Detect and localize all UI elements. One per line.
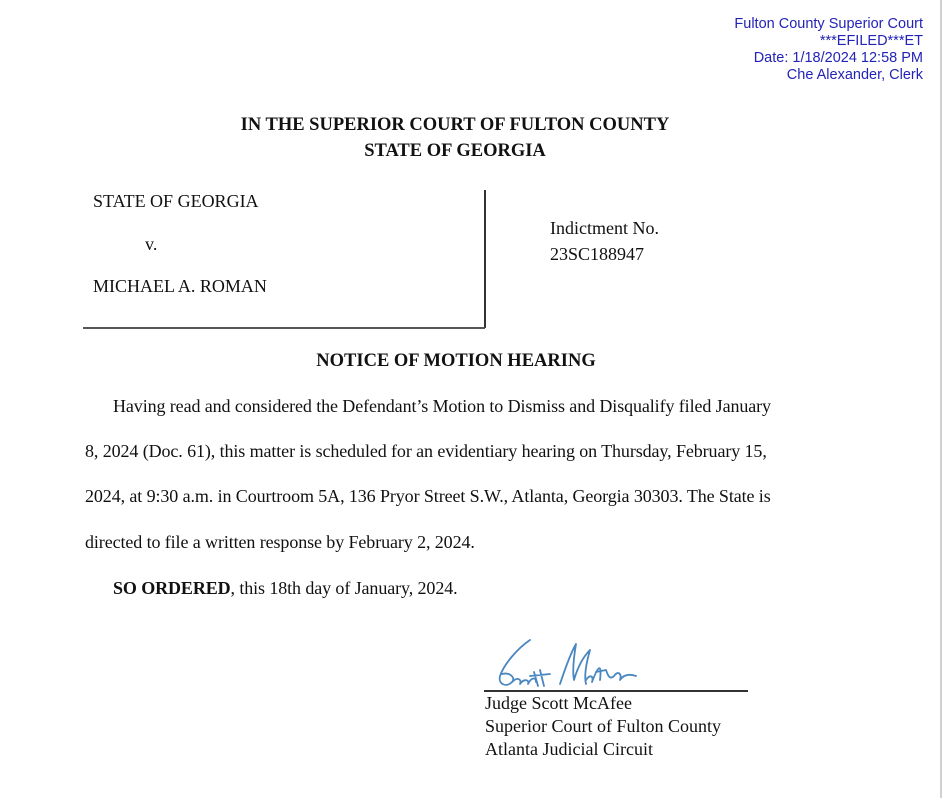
signature-stroke-cott (512, 670, 550, 686)
signature-line (484, 690, 748, 692)
stamp-date: Date: 1/18/2024 12:58 PM (753, 50, 923, 66)
body-line-2: 8, 2024 (Doc. 61), this matter is scheduled for an evidentiary hearing on Thursday, February 15, (85, 441, 767, 461)
signature-stroke-m (560, 644, 590, 684)
indictment-number: 23SC188947 (550, 244, 645, 264)
signature-stroke-cafee (586, 668, 636, 682)
caption-vertical-rule (484, 190, 486, 328)
judge-circuit: Atlanta Judicial Circuit (485, 739, 653, 759)
body-line-4: directed to file a written response by February 2, 2024. (85, 532, 475, 552)
plaintiff-name: STATE OF GEORGIA (93, 191, 259, 211)
versus-label: v. (145, 234, 158, 254)
court-heading (0, 112, 910, 164)
judge-name: Judge Scott McAfee (485, 693, 632, 713)
so-ordered-line (113, 578, 458, 599)
page-edge-divider (940, 0, 942, 798)
stamp-efiled: ***EFILED***ET (819, 33, 923, 49)
efiled-stamp (734, 16, 923, 84)
stamp-clerk: Che Alexander, Clerk (786, 67, 923, 83)
caption-horizontal-rule (83, 327, 485, 329)
indictment-label: Indictment No. (550, 218, 659, 238)
defendant-name: MICHAEL A. ROMAN (93, 276, 267, 296)
judge-court: Superior Court of Fulton County (485, 716, 722, 736)
so-ordered-label: SO ORDERED (113, 578, 231, 598)
judge-signature (490, 636, 650, 694)
body-line-3: 2024, at 9:30 a.m. in Courtroom 5A, 136 Pryor Street S.W., Atlanta, Georgia 30303. The State is (85, 486, 771, 506)
court-heading-line1: IN THE SUPERIOR COURT OF FULTON COUNTY (240, 115, 670, 135)
stamp-court: Fulton County Superior Court (734, 16, 923, 32)
notice-title: NOTICE OF MOTION HEARING (316, 351, 596, 371)
so-ordered-date: , this 18th day of January, 2024. (230, 578, 458, 598)
body-line-1: Having read and considered the Defendant’s Motion to Dismiss and Disqualify filed January (113, 396, 771, 416)
court-heading-line2: STATE OF GEORGIA (364, 141, 546, 161)
signature-stroke-s (500, 640, 530, 685)
